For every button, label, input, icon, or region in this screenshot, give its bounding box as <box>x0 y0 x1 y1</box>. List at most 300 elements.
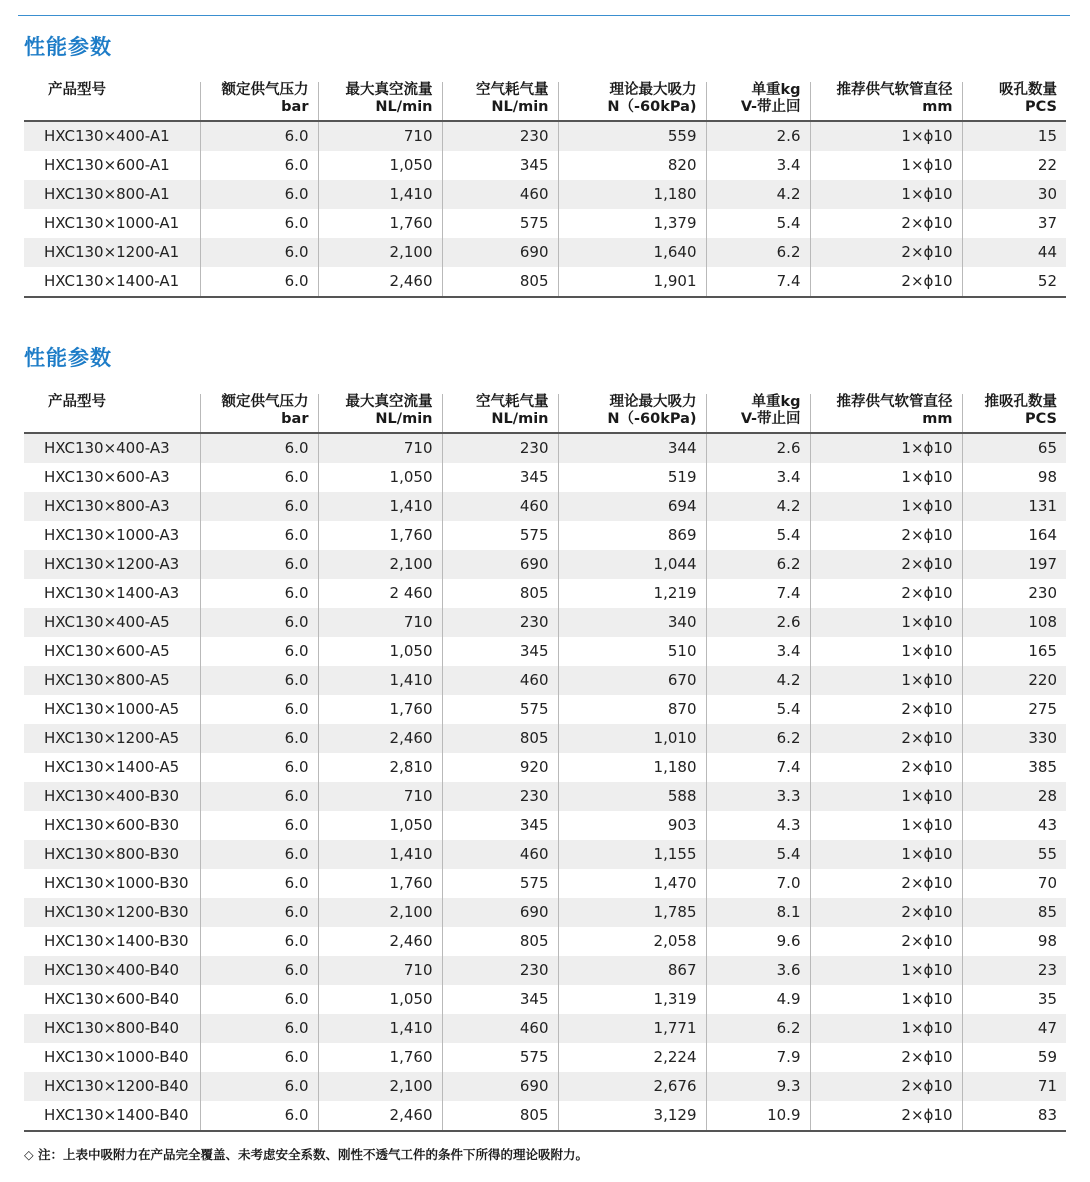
value-cell: 6.0 <box>200 1014 318 1043</box>
table-row <box>24 463 1066 492</box>
column-header-label: 空气耗气量 <box>476 82 549 98</box>
value-cell: 71 <box>962 1072 1066 1101</box>
value-cell: 690 <box>442 238 558 267</box>
value-cell: 1×ϕ10 <box>810 492 962 521</box>
model-cell: HXC130×400-B40 <box>24 956 200 985</box>
value-cell: 2,460 <box>318 724 442 753</box>
table-row <box>24 579 1066 608</box>
table-row <box>24 956 1066 985</box>
value-cell: 2×ϕ10 <box>810 724 962 753</box>
model-cell: HXC130×1000-B30 <box>44 874 189 892</box>
value-cell: 6.0 <box>200 840 318 869</box>
table-row <box>24 985 1066 1014</box>
column-header-unit: N（-60kPa) <box>607 99 697 115</box>
column-header-label: 产品型号 <box>48 82 106 98</box>
column-header-label: 最大真空流量 <box>345 82 433 98</box>
value-cell: 230 <box>442 433 558 463</box>
value-cell: 340 <box>558 608 706 637</box>
value-cell: 710 <box>318 782 442 811</box>
table-row <box>24 492 1066 521</box>
value-cell: 220 <box>962 666 1066 695</box>
value-cell: 3.4 <box>706 637 810 666</box>
value-cell: 3,129 <box>558 1101 706 1131</box>
model-cell: HXC130×600-B30 <box>44 816 180 834</box>
value-cell: 6.0 <box>200 898 318 927</box>
value-cell: 6.0 <box>200 1072 318 1101</box>
value-cell: 2×ϕ10 <box>810 1043 962 1072</box>
value-cell: 5.4 <box>706 840 810 869</box>
value-cell: 805 <box>442 1101 558 1131</box>
value-cell: 164 <box>962 521 1066 550</box>
value-cell: 1,379 <box>558 209 706 238</box>
table-header-row <box>24 82 1066 121</box>
value-cell: 460 <box>442 492 558 521</box>
value-cell: 6.0 <box>200 927 318 956</box>
value-cell: 710 <box>318 433 442 463</box>
value-cell: 710 <box>318 121 442 151</box>
column-header <box>200 82 318 121</box>
table-row <box>24 521 1066 550</box>
model-cell: HXC130×400-A5 <box>24 608 200 637</box>
value-cell: 670 <box>558 666 706 695</box>
value-cell: 903 <box>558 811 706 840</box>
footnote: ◇ 注：上表中吸附力在产品完全覆盖、未考虑安全系数、刚性不透气工件的条件下所得的理论吸附力。 <box>24 1147 588 1162</box>
column-header <box>706 82 810 121</box>
table-row <box>24 1014 1066 1043</box>
value-cell: 460 <box>442 1014 558 1043</box>
model-cell: HXC130×800-A5 <box>24 666 200 695</box>
value-cell: 7.4 <box>706 753 810 782</box>
top-divider <box>18 15 1070 16</box>
column-header <box>24 394 200 433</box>
value-cell: 460 <box>442 180 558 209</box>
value-cell: 2,810 <box>318 753 442 782</box>
table-row <box>24 151 1066 180</box>
value-cell: 345 <box>442 985 558 1014</box>
value-cell: 4.9 <box>706 985 810 1014</box>
table-row <box>24 840 1066 869</box>
table-row <box>24 1101 1066 1131</box>
value-cell: 6.0 <box>200 1101 318 1131</box>
column-header <box>200 394 318 433</box>
value-cell: 1,771 <box>558 1014 706 1043</box>
value-cell: 1,044 <box>558 550 706 579</box>
column-header <box>810 82 962 121</box>
column-header <box>558 82 706 121</box>
value-cell: 1×ϕ10 <box>810 782 962 811</box>
value-cell: 52 <box>962 267 1066 297</box>
value-cell: 1×ϕ10 <box>810 463 962 492</box>
column-header-unit: N（-60kPa) <box>607 411 697 427</box>
model-cell: HXC130×400-A1 <box>24 121 200 151</box>
value-cell: 694 <box>558 492 706 521</box>
column-header-label: 单重kg <box>751 82 801 98</box>
value-cell: 5.4 <box>706 695 810 724</box>
value-cell: 98 <box>962 927 1066 956</box>
value-cell: 6.0 <box>200 550 318 579</box>
value-cell: 575 <box>442 695 558 724</box>
value-cell: 9.3 <box>706 1072 810 1101</box>
model-cell: HXC130×1000-B40 <box>44 1048 189 1066</box>
value-cell: 2×ϕ10 <box>810 1101 962 1131</box>
value-cell: 6.0 <box>200 869 318 898</box>
column-header-unit: PCS <box>1025 99 1057 115</box>
column-header-unit: V-带止回 <box>740 99 801 115</box>
table-row <box>24 1043 1066 1072</box>
value-cell: 690 <box>442 1072 558 1101</box>
column-header-unit: NL/min <box>375 99 433 115</box>
value-cell: 1,470 <box>558 869 706 898</box>
column-header-unit: V-带止回 <box>740 411 801 427</box>
value-cell: 345 <box>442 811 558 840</box>
value-cell: 2×ϕ10 <box>810 869 962 898</box>
table-row <box>24 238 1066 267</box>
value-cell: 65 <box>962 433 1066 463</box>
value-cell: 2×ϕ10 <box>810 927 962 956</box>
column-header <box>318 82 442 121</box>
value-cell: 275 <box>962 695 1066 724</box>
table-row <box>24 121 1066 151</box>
model-cell: HXC130×400-A3 <box>24 433 200 463</box>
model-cell: HXC130×800-B30 <box>24 840 200 869</box>
value-cell: 575 <box>442 521 558 550</box>
value-cell: 2,460 <box>318 1101 442 1131</box>
value-cell: 2.6 <box>706 608 810 637</box>
table-row <box>24 209 1066 238</box>
value-cell: 98 <box>962 463 1066 492</box>
value-cell: 23 <box>962 956 1066 985</box>
value-cell: 2×ϕ10 <box>810 1072 962 1101</box>
value-cell: 1×ϕ10 <box>810 637 962 666</box>
value-cell: 2,100 <box>318 1072 442 1101</box>
column-header <box>442 394 558 433</box>
table-header-row <box>24 394 1066 433</box>
value-cell: 1,410 <box>318 492 442 521</box>
column-header-label: 理论最大吸力 <box>609 82 697 98</box>
value-cell: 1×ϕ10 <box>810 666 962 695</box>
value-cell: 1,760 <box>318 1043 442 1072</box>
column-header <box>706 394 810 433</box>
value-cell: 2×ϕ10 <box>810 579 962 608</box>
table-row <box>24 724 1066 753</box>
table-row <box>24 695 1066 724</box>
table-row <box>24 637 1066 666</box>
value-cell: 920 <box>442 753 558 782</box>
model-cell: HXC130×1200-A1 <box>24 238 200 267</box>
value-cell: 4.2 <box>706 666 810 695</box>
value-cell: 1,760 <box>318 209 442 238</box>
value-cell: 6.0 <box>200 121 318 151</box>
value-cell: 10.9 <box>706 1101 810 1131</box>
value-cell: 35 <box>962 985 1066 1014</box>
column-header-unit: mm <box>922 99 953 115</box>
value-cell: 1,901 <box>558 267 706 297</box>
value-cell: 2 460 <box>318 579 442 608</box>
value-cell: 6.2 <box>706 724 810 753</box>
value-cell: 575 <box>442 1043 558 1072</box>
value-cell: 345 <box>442 151 558 180</box>
value-cell: 3.4 <box>706 151 810 180</box>
column-header <box>558 394 706 433</box>
value-cell: 15 <box>962 121 1066 151</box>
value-cell: 2,100 <box>318 898 442 927</box>
value-cell: 22 <box>962 151 1066 180</box>
value-cell: 805 <box>442 579 558 608</box>
value-cell: 4.2 <box>706 180 810 209</box>
value-cell: 70 <box>962 869 1066 898</box>
value-cell: 1×ϕ10 <box>810 811 962 840</box>
column-header-label: 额定供气压力 <box>221 394 309 410</box>
value-cell: 460 <box>442 666 558 695</box>
value-cell: 1,760 <box>318 521 442 550</box>
value-cell: 6.0 <box>200 695 318 724</box>
column-header-label: 产品型号 <box>48 394 106 410</box>
table-row <box>24 180 1066 209</box>
value-cell: 575 <box>442 209 558 238</box>
value-cell: 6.0 <box>200 463 318 492</box>
value-cell: 2.6 <box>706 121 810 151</box>
value-cell: 47 <box>962 1014 1066 1043</box>
value-cell: 2×ϕ10 <box>810 521 962 550</box>
value-cell: 575 <box>442 869 558 898</box>
model-cell: HXC130×1200-A3 <box>24 550 200 579</box>
value-cell: 37 <box>962 209 1066 238</box>
model-cell: HXC130×1400-B30 <box>44 932 189 950</box>
value-cell: 344 <box>558 433 706 463</box>
value-cell: 1×ϕ10 <box>810 985 962 1014</box>
section-title-2: 性能参数 <box>24 346 112 370</box>
value-cell: 1,760 <box>318 869 442 898</box>
value-cell: 519 <box>558 463 706 492</box>
spec-table-1 <box>24 82 1066 298</box>
model-cell: HXC130×400-B30 <box>24 782 200 811</box>
value-cell: 1×ϕ10 <box>810 121 962 151</box>
value-cell: 2,100 <box>318 238 442 267</box>
value-cell: 85 <box>962 898 1066 927</box>
value-cell: 805 <box>442 724 558 753</box>
value-cell: 59 <box>962 1043 1066 1072</box>
value-cell: 710 <box>318 956 442 985</box>
model-cell: HXC130×800-A3 <box>24 492 200 521</box>
value-cell: 230 <box>442 782 558 811</box>
value-cell: 559 <box>558 121 706 151</box>
column-header-unit: bar <box>281 99 309 115</box>
value-cell: 1,010 <box>558 724 706 753</box>
value-cell: 83 <box>962 1101 1066 1131</box>
table-row <box>24 811 1066 840</box>
value-cell: 55 <box>962 840 1066 869</box>
value-cell: 1,219 <box>558 579 706 608</box>
value-cell: 6.0 <box>200 492 318 521</box>
model-cell: HXC130×600-A1 <box>44 156 170 174</box>
table-row <box>24 869 1066 898</box>
model-cell: HXC130×800-B40 <box>24 1014 200 1043</box>
value-cell: 108 <box>962 608 1066 637</box>
value-cell: 1,410 <box>318 666 442 695</box>
column-header-label: 空气耗气量 <box>476 394 549 410</box>
value-cell: 6.0 <box>200 985 318 1014</box>
value-cell: 5.4 <box>706 521 810 550</box>
value-cell: 2,676 <box>558 1072 706 1101</box>
value-cell: 588 <box>558 782 706 811</box>
value-cell: 6.2 <box>706 238 810 267</box>
value-cell: 43 <box>962 811 1066 840</box>
value-cell: 2×ϕ10 <box>810 753 962 782</box>
value-cell: 5.4 <box>706 209 810 238</box>
column-header-unit: NL/min <box>491 99 549 115</box>
value-cell: 6.0 <box>200 579 318 608</box>
model-cell: HXC130×1400-A3 <box>44 584 180 602</box>
value-cell: 44 <box>962 238 1066 267</box>
value-cell: 9.6 <box>706 927 810 956</box>
value-cell: 345 <box>442 637 558 666</box>
value-cell: 3.6 <box>706 956 810 985</box>
value-cell: 1,050 <box>318 637 442 666</box>
column-header-unit: NL/min <box>491 411 549 427</box>
value-cell: 460 <box>442 840 558 869</box>
value-cell: 1,410 <box>318 1014 442 1043</box>
value-cell: 1×ϕ10 <box>810 956 962 985</box>
model-cell: HXC130×1000-A3 <box>44 526 180 544</box>
spec-table-2 <box>24 394 1066 1132</box>
table-row <box>24 433 1066 463</box>
value-cell: 6.0 <box>200 433 318 463</box>
value-cell: 28 <box>962 782 1066 811</box>
value-cell: 1×ϕ10 <box>810 180 962 209</box>
value-cell: 1×ϕ10 <box>810 608 962 637</box>
value-cell: 2,460 <box>318 267 442 297</box>
value-cell: 867 <box>558 956 706 985</box>
value-cell: 6.0 <box>200 238 318 267</box>
value-cell: 30 <box>962 180 1066 209</box>
value-cell: 6.0 <box>200 666 318 695</box>
value-cell: 6.0 <box>200 811 318 840</box>
value-cell: 870 <box>558 695 706 724</box>
value-cell: 1×ϕ10 <box>810 433 962 463</box>
value-cell: 7.0 <box>706 869 810 898</box>
value-cell: 6.2 <box>706 550 810 579</box>
value-cell: 330 <box>962 724 1066 753</box>
model-cell: HXC130×1200-A5 <box>24 724 200 753</box>
column-header-label: 单重kg <box>751 394 801 410</box>
column-header-label: 最大真空流量 <box>345 394 433 410</box>
value-cell: 1×ϕ10 <box>810 840 962 869</box>
value-cell: 2×ϕ10 <box>810 238 962 267</box>
value-cell: 869 <box>558 521 706 550</box>
value-cell: 1,319 <box>558 985 706 1014</box>
value-cell: 2×ϕ10 <box>810 267 962 297</box>
value-cell: 7.9 <box>706 1043 810 1072</box>
value-cell: 7.4 <box>706 579 810 608</box>
section-title-1: 性能参数 <box>24 35 112 59</box>
model-cell: HXC130×1200-B40 <box>24 1072 200 1101</box>
value-cell: 1,155 <box>558 840 706 869</box>
value-cell: 1,640 <box>558 238 706 267</box>
value-cell: 820 <box>558 151 706 180</box>
column-header <box>962 82 1066 121</box>
value-cell: 6.2 <box>706 1014 810 1043</box>
value-cell: 690 <box>442 898 558 927</box>
value-cell: 690 <box>442 550 558 579</box>
value-cell: 385 <box>962 753 1066 782</box>
model-cell: HXC130×1400-B40 <box>24 1101 200 1131</box>
value-cell: 2×ϕ10 <box>810 550 962 579</box>
value-cell: 2,224 <box>558 1043 706 1072</box>
value-cell: 805 <box>442 267 558 297</box>
value-cell: 1,760 <box>318 695 442 724</box>
value-cell: 1,180 <box>558 753 706 782</box>
value-cell: 6.0 <box>200 637 318 666</box>
model-cell: HXC130×1200-B30 <box>24 898 200 927</box>
column-header-label: 推荐供气软管直径 <box>836 82 953 98</box>
column-header <box>318 394 442 433</box>
value-cell: 1,785 <box>558 898 706 927</box>
table-row <box>24 267 1066 297</box>
value-cell: 197 <box>962 550 1066 579</box>
value-cell: 2,100 <box>318 550 442 579</box>
model-cell: HXC130×1000-A1 <box>44 214 180 232</box>
model-cell: HXC130×600-B40 <box>44 990 180 1008</box>
table-row <box>24 666 1066 695</box>
value-cell: 1,180 <box>558 180 706 209</box>
value-cell: 805 <box>442 927 558 956</box>
value-cell: 230 <box>442 608 558 637</box>
value-cell: 6.0 <box>200 1043 318 1072</box>
value-cell: 6.0 <box>200 209 318 238</box>
table-row <box>24 782 1066 811</box>
value-cell: 3.4 <box>706 463 810 492</box>
value-cell: 165 <box>962 637 1066 666</box>
value-cell: 7.4 <box>706 267 810 297</box>
value-cell: 8.1 <box>706 898 810 927</box>
value-cell: 1,050 <box>318 463 442 492</box>
value-cell: 6.0 <box>200 180 318 209</box>
value-cell: 6.0 <box>200 267 318 297</box>
column-header-label: 推荐供气软管直径 <box>836 394 953 410</box>
value-cell: 1,050 <box>318 985 442 1014</box>
column-header <box>24 82 200 121</box>
column-header-label: 吸孔数量 <box>999 82 1057 98</box>
table-row <box>24 898 1066 927</box>
value-cell: 4.3 <box>706 811 810 840</box>
model-cell: HXC130×600-A3 <box>44 468 170 486</box>
table-row <box>24 753 1066 782</box>
value-cell: 345 <box>442 463 558 492</box>
value-cell: 6.0 <box>200 782 318 811</box>
value-cell: 1,410 <box>318 180 442 209</box>
value-cell: 230 <box>442 956 558 985</box>
value-cell: 6.0 <box>200 521 318 550</box>
value-cell: 2×ϕ10 <box>810 898 962 927</box>
model-cell: HXC130×1400-A5 <box>44 758 180 776</box>
value-cell: 6.0 <box>200 753 318 782</box>
model-cell: HXC130×600-A5 <box>44 642 170 660</box>
table-row <box>24 608 1066 637</box>
value-cell: 6.0 <box>200 151 318 180</box>
column-header-unit: bar <box>281 411 309 427</box>
column-header <box>962 394 1066 433</box>
value-cell: 6.0 <box>200 608 318 637</box>
value-cell: 3.3 <box>706 782 810 811</box>
model-cell: HXC130×1400-A1 <box>24 267 200 297</box>
column-header-label: 理论最大吸力 <box>609 394 697 410</box>
value-cell: 2,058 <box>558 927 706 956</box>
model-cell: HXC130×800-A1 <box>24 180 200 209</box>
column-header-unit: mm <box>922 411 953 427</box>
value-cell: 2,460 <box>318 927 442 956</box>
value-cell: 1×ϕ10 <box>810 1014 962 1043</box>
value-cell: 2.6 <box>706 433 810 463</box>
